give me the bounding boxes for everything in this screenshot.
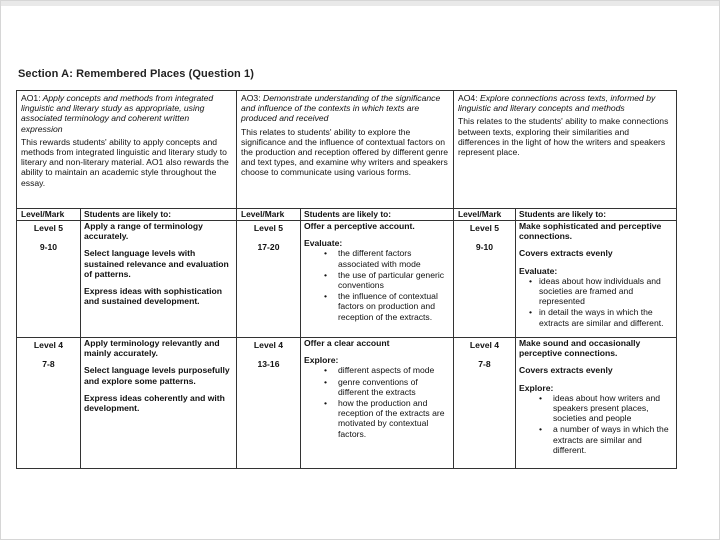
- bullet-item: • in detail the ways in which the extracts are similar and different.: [539, 307, 673, 327]
- bullet-item: • how the production and reception of the extracts are motivated by contextual factors.: [338, 398, 450, 439]
- mark-range: 9-10: [39, 242, 58, 253]
- bullet-item: • the influence of contextual factors on production and reception of the extracts.: [338, 291, 450, 322]
- mark-range: 13-16: [257, 359, 280, 370]
- mark-range: 7-8: [478, 359, 491, 370]
- bullet-item: • different aspects of mode: [338, 365, 450, 375]
- bullet-item: • ideas about how writers and speakers present places, societies and people: [553, 393, 673, 424]
- ao4-cell: [454, 91, 676, 208]
- mark-range: 17-20: [257, 242, 280, 253]
- section-title: Section A: Remembered Places (Question 1): [18, 68, 254, 80]
- level-mark-header: Level/Mark: [454, 209, 516, 220]
- column-header-row: [17, 209, 676, 221]
- bullet-item: • genre conventions of different the extracts: [338, 377, 450, 397]
- mark-scheme-table: [16, 90, 677, 469]
- descriptor-subheading: Explore:: [304, 355, 339, 366]
- descriptor-subheading: Explore:: [519, 382, 554, 393]
- level-cell: [17, 221, 81, 337]
- students-header: Students are likely to:: [81, 209, 237, 220]
- ao3-cell: [237, 91, 454, 208]
- bullet-item: • ideas about how individuals and societies are framed and represented: [539, 276, 673, 307]
- mark-range: 7-8: [42, 359, 55, 370]
- assessment-objectives-row: [17, 91, 676, 209]
- level-4-band: [17, 338, 676, 468]
- ao1-title: AO1: Apply concepts and methods from integrated linguistic and literary study as appropriate, using associated terminology and coherent written expression: [21, 93, 214, 134]
- descriptor-line: Select language levels with sustained relevance and evaluation of patterns.: [84, 248, 229, 279]
- descriptor-line: Express ideas coherently and with development.: [84, 392, 225, 414]
- descriptor-line: Make sound and occasionally perceptive connections.: [519, 338, 641, 359]
- level-cell: [17, 338, 81, 468]
- mark-range: 9-10: [475, 242, 494, 253]
- ao1-description: This rewards students' ability to apply concepts and methods from integrated linguistic and literary study to literary and non-literary material. AO1 also rewards the ability to maintain an academic style throughout the essay.: [21, 136, 229, 188]
- level-name: Level 4: [33, 340, 64, 350]
- level-name: Level 4: [253, 340, 284, 350]
- level-cell: [454, 338, 516, 468]
- ao4-description: This relates to the students' ability to make connections between texts, exploring their similarities and differences in the light of how the writers and speakers represent place.: [458, 116, 669, 158]
- level-name: Level 5: [469, 223, 500, 233]
- level-mark-header: Level/Mark: [17, 209, 81, 220]
- descriptor-line: Covers extracts evenly: [519, 248, 613, 259]
- ao3-title: AO3: Demonstrate understanding of the significance and influence of the contexts in which texts are produced and received: [241, 93, 441, 124]
- descriptor-line: Offer a clear account: [304, 338, 390, 348]
- ao3-descriptor: [301, 338, 454, 468]
- bullet-item: • a number of ways in which the extracts are similar and different.: [553, 424, 673, 455]
- ao4-title: AO4: Explore connections across texts, informed by linguistic and literary concepts and methods: [458, 93, 656, 114]
- ao4-descriptor: [516, 221, 676, 337]
- descriptor-line: Select language levels purposefully and explore some patterns.: [84, 365, 230, 386]
- level-name: Level 5: [33, 223, 64, 233]
- ao4-descriptor: [516, 338, 676, 468]
- descriptor-subheading: Evaluate:: [519, 265, 558, 276]
- students-header: Students are likely to:: [519, 209, 607, 219]
- bullet-item: • the different factors associated with mode: [338, 248, 450, 268]
- ao1-descriptor: [81, 338, 237, 468]
- descriptor-line: Offer a perceptive account.: [304, 221, 415, 231]
- bullet-item: • the use of particular generic conventions: [338, 270, 450, 290]
- descriptor-subheading: Evaluate:: [304, 238, 343, 249]
- level-5-band: [17, 221, 676, 338]
- ao3-descriptor: [301, 221, 454, 337]
- ao1-descriptor: [81, 221, 237, 337]
- students-header: Students are likely to:: [301, 209, 454, 220]
- level-mark-header: Level/Mark: [237, 209, 301, 220]
- level-cell: [454, 221, 516, 337]
- level-cell: [237, 221, 301, 337]
- ao3-description: This relates to students' ability to explore the significance and the influence of contextual factors on the production and reception offered by different genre and text types, and examine why writers and speakers choose to communicate using various forms.: [241, 126, 449, 178]
- descriptor-line: Covers extracts evenly: [519, 365, 613, 376]
- level-cell: [237, 338, 301, 468]
- descriptor-line: Apply terminology relevantly and mainly accurately.: [84, 338, 220, 359]
- ao1-cell: [17, 91, 237, 208]
- level-name: Level 4: [469, 340, 500, 350]
- descriptor-line: Make sophisticated and perceptive connections.: [519, 221, 662, 242]
- descriptor-line: Express ideas with sophistication and sustained development.: [84, 286, 223, 307]
- descriptor-line: Apply a range of terminology accurately.: [84, 221, 203, 242]
- level-name: Level 5: [253, 223, 284, 233]
